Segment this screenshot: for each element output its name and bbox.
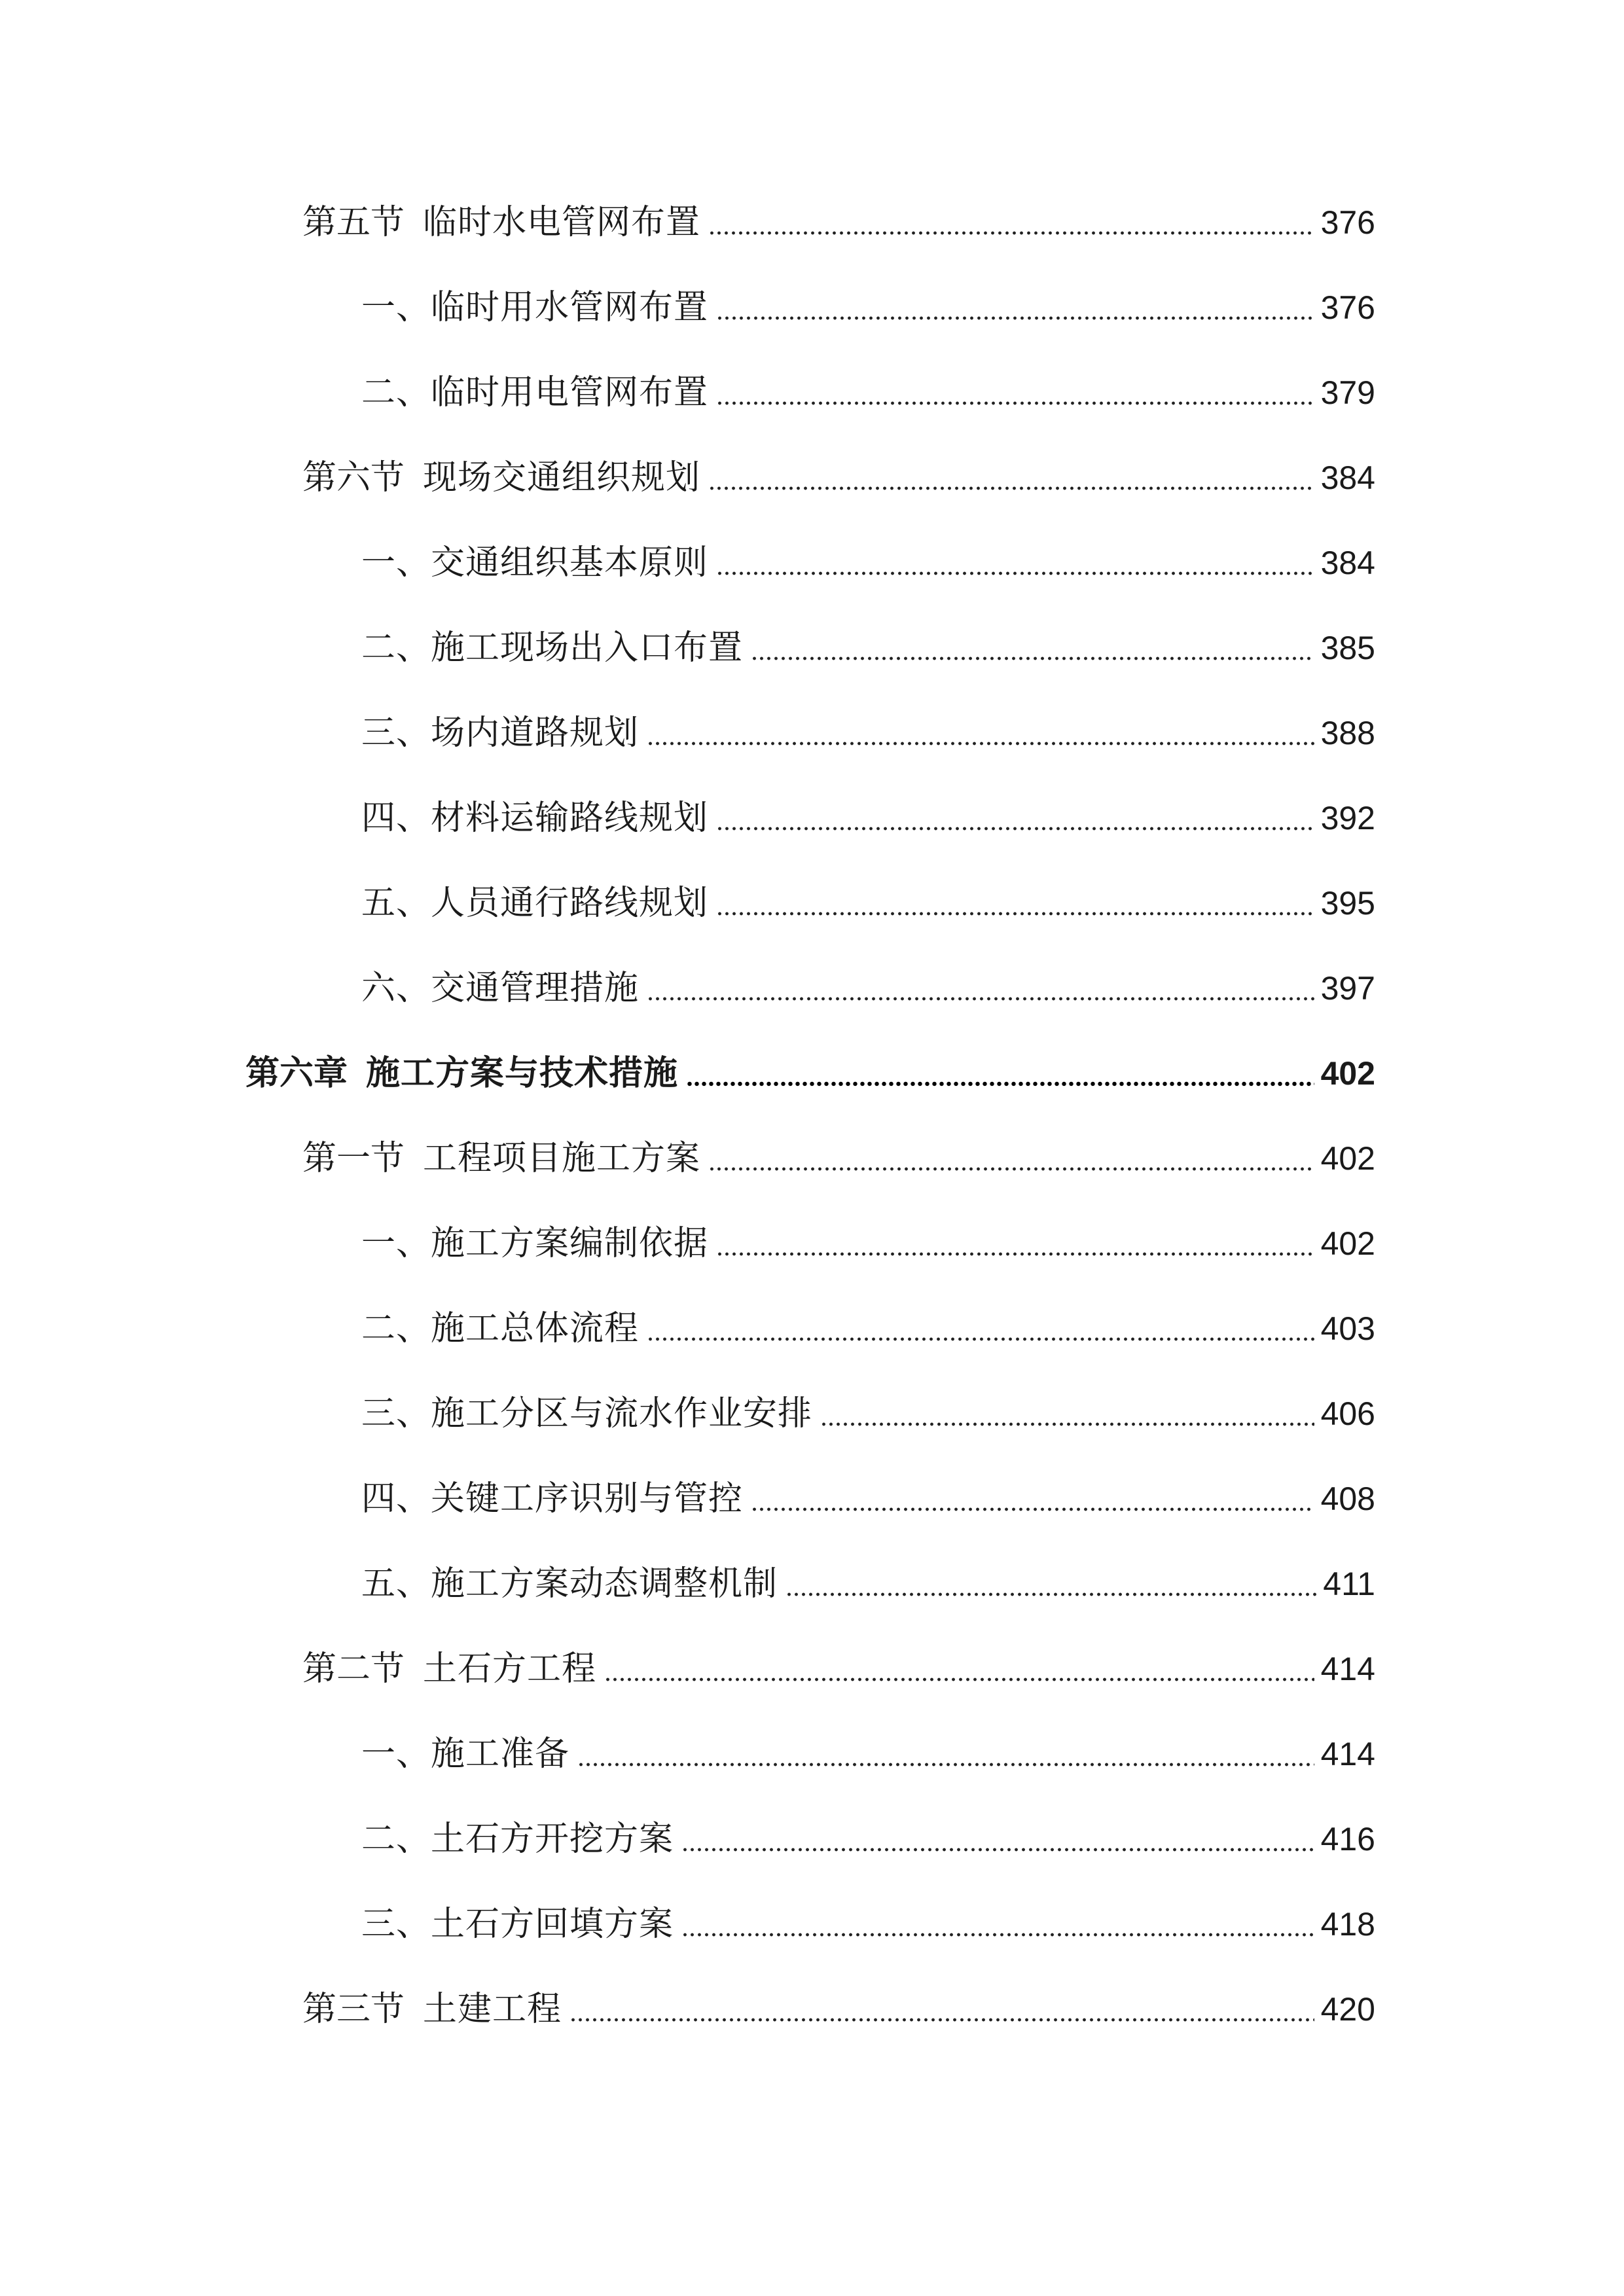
toc-entry-number: 第六节 — [302, 458, 405, 497]
dot-leader — [751, 656, 1314, 661]
toc-entry-title: 土建工程 — [423, 1990, 562, 2029]
toc-entry-item[interactable] — [361, 707, 1375, 759]
toc-entry-item[interactable] — [361, 1813, 1375, 1865]
dot-leader — [785, 1592, 1316, 1597]
dot-leader — [716, 826, 1314, 831]
toc-entry-title: 一、施工准备 — [361, 1734, 570, 1774]
dot-leader — [820, 1422, 1314, 1427]
dot-leader — [647, 1336, 1314, 1342]
toc-entry-page: 392 — [1320, 800, 1375, 836]
toc-entry-title: 二、临时用电管网布置 — [361, 373, 709, 412]
dot-leader — [716, 911, 1314, 916]
toc-entry-section[interactable] — [302, 452, 1375, 504]
toc-entry-page: 384 — [1320, 459, 1375, 496]
dot-leader — [604, 1677, 1314, 1682]
toc-entry-number: 第五节 — [302, 203, 405, 242]
toc-entry-title: 三、施工分区与流水作业安排 — [361, 1394, 813, 1433]
toc-entry-title: 一、施工方案编制依据 — [361, 1224, 709, 1263]
toc-entry-page: 402 — [1320, 1140, 1375, 1177]
toc-entry-page: 384 — [1320, 545, 1375, 581]
toc-entry-page: 402 — [1320, 1225, 1375, 1262]
toc-entry-title: 工程项目施工方案 — [423, 1139, 701, 1178]
toc-entry-item[interactable] — [361, 1388, 1375, 1440]
toc-entry-page: 385 — [1320, 630, 1375, 666]
dot-leader — [708, 486, 1314, 491]
toc-entry-page: 403 — [1320, 1310, 1375, 1347]
toc-entry-page: 397 — [1320, 970, 1375, 1007]
dot-leader — [751, 1507, 1314, 1512]
toc-entry-item[interactable] — [361, 1473, 1375, 1525]
dot-leader — [681, 1847, 1314, 1852]
toc-entry-title: 现场交通组织规划 — [423, 458, 701, 497]
toc-entry-title: 二、土石方开挖方案 — [361, 1820, 674, 1859]
toc-entry-item[interactable] — [361, 1302, 1375, 1355]
dot-leader — [708, 1166, 1314, 1172]
toc-entry-title: 二、施工现场出入口布置 — [361, 628, 744, 668]
toc-entry-page: 416 — [1320, 1821, 1375, 1857]
toc-entry-item[interactable] — [361, 877, 1375, 929]
toc-entry-title: 施工方案与技术措施 — [366, 1054, 679, 1093]
toc-entry-section[interactable] — [302, 196, 1375, 249]
dot-leader — [681, 1932, 1314, 1937]
toc-entry-number: 第一节 — [302, 1139, 405, 1178]
toc-entry-page: 414 — [1320, 1651, 1375, 1687]
toc-entry-page: 388 — [1320, 715, 1375, 751]
toc-entry-number: 第六章 — [245, 1054, 348, 1093]
toc-entry-page: 414 — [1320, 1736, 1375, 1772]
toc-entry-number: 第二节 — [302, 1649, 405, 1689]
toc-entry-item[interactable] — [361, 367, 1375, 419]
dot-leader — [708, 230, 1314, 236]
dot-leader — [716, 1251, 1314, 1257]
toc-entry-chapter[interactable] — [245, 1047, 1375, 1100]
toc-entry-title: 三、场内道路规划 — [361, 713, 640, 753]
dot-leader — [716, 401, 1314, 406]
toc-entry-title: 一、交通组织基本原则 — [361, 543, 709, 583]
dot-leader — [716, 571, 1314, 576]
toc-entry-item[interactable] — [361, 1217, 1375, 1270]
toc-entry-title: 六、交通管理措施 — [361, 969, 640, 1008]
toc-entry-page: 402 — [1320, 1055, 1375, 1092]
toc-entry-title: 临时水电管网布置 — [423, 203, 701, 242]
toc-entry-title: 土石方工程 — [423, 1649, 597, 1689]
toc-entry-section[interactable] — [302, 1983, 1375, 2036]
toc-entry-page: 376 — [1320, 289, 1375, 326]
toc-entry-item[interactable] — [361, 1558, 1375, 1610]
toc-entry-item[interactable] — [361, 622, 1375, 674]
toc-entry-number: 第三节 — [302, 1990, 405, 2029]
toc-entry-page: 406 — [1320, 1395, 1375, 1432]
toc-entry-item[interactable] — [361, 1898, 1375, 1950]
toc-entry-page: 395 — [1320, 885, 1375, 922]
toc-entry-page: 420 — [1320, 1991, 1375, 2028]
toc-entry-title: 二、施工总体流程 — [361, 1309, 640, 1348]
dot-leader — [686, 1081, 1314, 1086]
toc-entry-title: 四、关键工序识别与管控 — [361, 1479, 744, 1518]
toc-entry-item[interactable] — [361, 792, 1375, 844]
toc-entry-title: 五、人员通行路线规划 — [361, 884, 709, 923]
toc-entry-page: 418 — [1320, 1906, 1375, 1943]
toc-entry-item[interactable] — [361, 537, 1375, 589]
toc-entry-item[interactable] — [361, 281, 1375, 334]
toc-entry-page: 376 — [1320, 204, 1375, 241]
dot-leader — [577, 1762, 1314, 1767]
toc-entry-title: 五、施工方案动态调整机制 — [361, 1564, 778, 1604]
toc-entry-item[interactable] — [361, 962, 1375, 1014]
toc-entry-title: 一、临时用水管网布置 — [361, 288, 709, 327]
toc-entry-page: 379 — [1320, 374, 1375, 411]
dot-leader — [647, 996, 1314, 1001]
toc-entry-item[interactable] — [361, 1728, 1375, 1780]
dot-leader — [716, 315, 1314, 321]
toc-entry-title: 四、材料运输路线规划 — [361, 798, 709, 838]
dot-leader — [569, 2017, 1314, 2022]
toc-entry-section[interactable] — [302, 1643, 1375, 1695]
toc-entry-page: 411 — [1323, 1566, 1375, 1602]
toc-entry-title: 三、土石方回填方案 — [361, 1905, 674, 1944]
dot-leader — [647, 741, 1314, 746]
toc-entry-section[interactable] — [302, 1132, 1375, 1185]
toc-entry-page: 408 — [1320, 1480, 1375, 1517]
